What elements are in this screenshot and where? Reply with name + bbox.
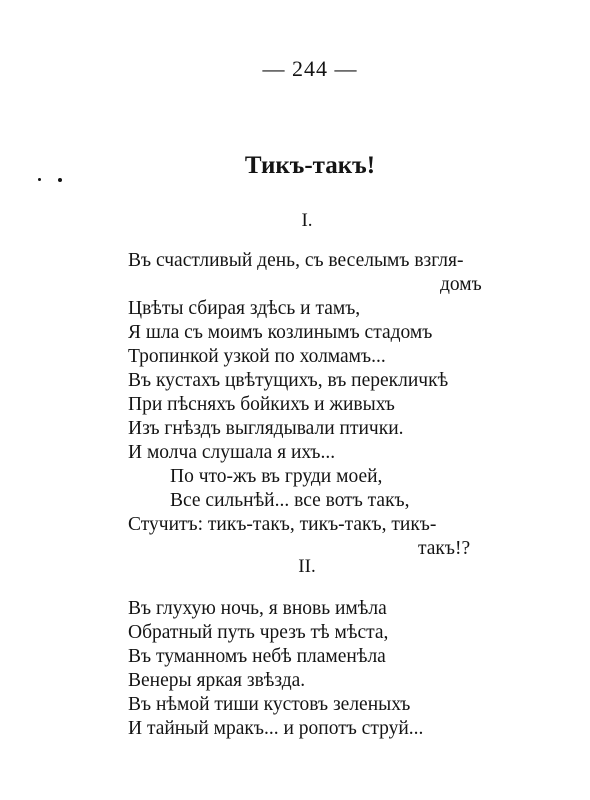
section-numeral-1: I. — [301, 210, 313, 231]
poem-title: Тикъ-такъ! — [244, 152, 376, 179]
poem-line: Въ туманномъ небѣ пламенѣла — [128, 646, 386, 667]
poem-line: Въ глухую ночь, я вновь имѣла — [128, 598, 387, 619]
poem-line: По что-жъ въ груди моей, — [170, 466, 383, 487]
section-numeral-2: II. — [298, 556, 316, 577]
poem-line: Въ кустахъ цвѣтущихъ, въ перекличкѣ — [128, 370, 449, 391]
poem-line: домъ — [440, 274, 482, 295]
poem-line: При пѣсняхъ бойкихъ и живыхъ — [128, 394, 395, 415]
poem-line: Я шла съ моимъ козлинымъ стадомъ — [128, 322, 433, 343]
poem-line: Изъ гнѣздъ выглядывали птички. — [128, 418, 404, 439]
poem-line: Тропинкой узкой по холмамъ... — [128, 346, 386, 367]
poem-line: такъ!? — [418, 538, 471, 559]
poem-line: Цвѣты сбирая здѣсь и тамъ, — [128, 298, 361, 319]
poem-line: Стучитъ: тикъ-такъ, тикъ-такъ, тикъ- — [128, 514, 437, 535]
page-number: — 244 — — [262, 56, 358, 81]
poem-line: Все сильнѣй... все вотъ такъ, — [170, 490, 410, 511]
poem-line: Въ счастливый день, съ веселымъ взгля- — [128, 250, 464, 271]
poem-line: И тайный мракъ... и ропотъ струй... — [128, 718, 424, 739]
poem-line: Въ нѣмой тиши кустовъ зеленыхъ — [128, 694, 411, 715]
poem-line: Обратный путь чрезъ тѣ мѣста, — [128, 622, 389, 643]
poem-line: И молча слушала я ихъ... — [128, 442, 336, 463]
poem-line: Венеры яркая звѣзда. — [128, 670, 306, 691]
